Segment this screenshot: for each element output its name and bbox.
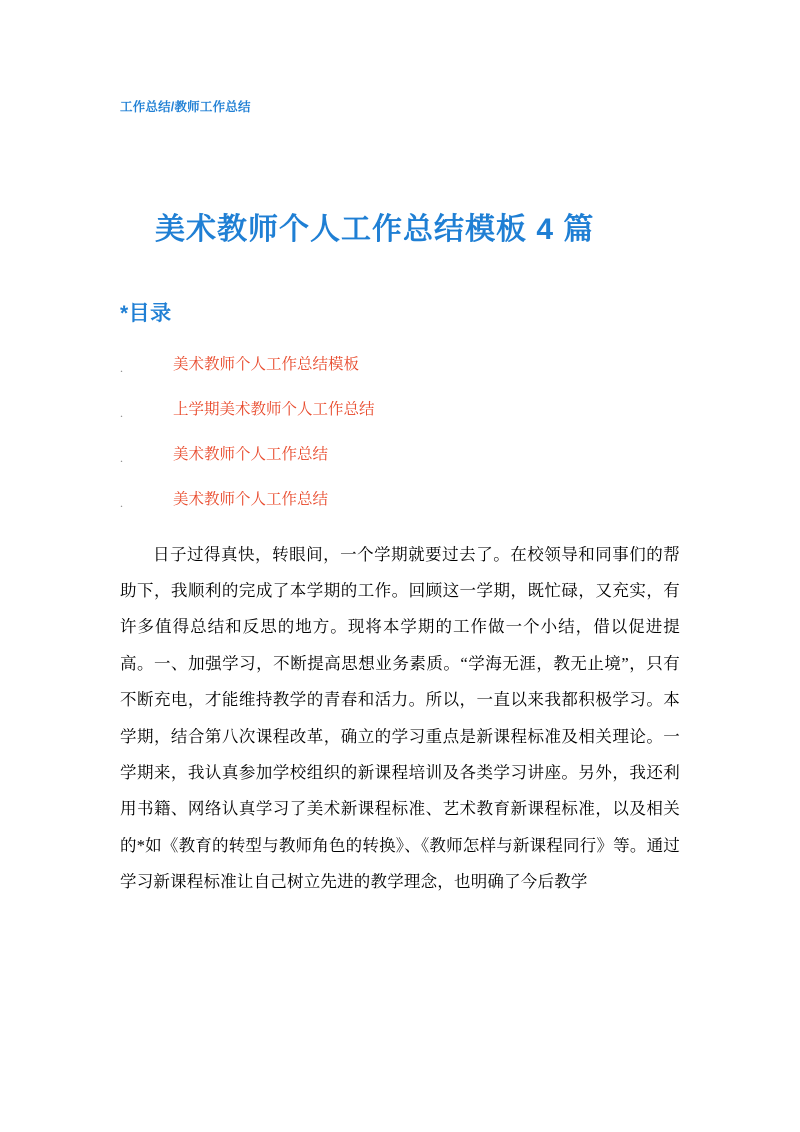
document-body-paragraph: 日子过得真快，转眼间，一个学期就要过去了。在校领导和同事们的帮助下，我顺利的完成了本学期的工作。回顾这一学期，既忙碌，又充实，有许多值得总结和反思的地方。现将本学期的工作做一个小结，借以促进提高。一、加强学习，不断提高思想业务素质。“学海无涯，教无止境”，只有不断充电，才能维持教学的青春和活力。所以，一直以来我都积极学习。本学期，结合第八次课程改革，确立的学习重点是新课程标准及相关理论。一学期来，我认真参加学校组织的新课程培训及各类学习讲座。另外，我还利用书籍、网络认真学习了美术新课程标准、艺术教育新课程标准，以及相关的*如《教育的转型与教师角色的转换》、《教师怎样与新课程同行》等。通过学习新课程标准让自己树立先进的教学理念，也明确了今后教学	[120, 544, 680, 892]
bullet-icon: .	[120, 451, 123, 465]
bullet-icon: .	[120, 406, 123, 420]
toc-entry-link[interactable]: 上学期美术教师个人工作总结	[173, 401, 375, 418]
page-title: 美术教师个人工作总结模板 4 篇	[155, 213, 595, 247]
toc-entry-link[interactable]: 美术教师个人工作总结	[173, 446, 329, 463]
list-item[interactable]	[120, 387, 680, 432]
breadcrumb[interactable]: 工作总结/教师工作总结	[120, 100, 251, 114]
list-item[interactable]	[120, 477, 680, 522]
toc-heading: *目录	[120, 302, 172, 325]
bullet-icon: .	[120, 361, 123, 375]
list-item[interactable]	[120, 342, 680, 387]
toc-entry-link[interactable]: 美术教师个人工作总结模板	[173, 356, 360, 373]
toc-entry-link[interactable]: 美术教师个人工作总结	[173, 491, 329, 508]
list-item[interactable]	[120, 432, 680, 477]
bullet-icon: .	[120, 496, 123, 510]
table-of-contents	[120, 342, 680, 522]
